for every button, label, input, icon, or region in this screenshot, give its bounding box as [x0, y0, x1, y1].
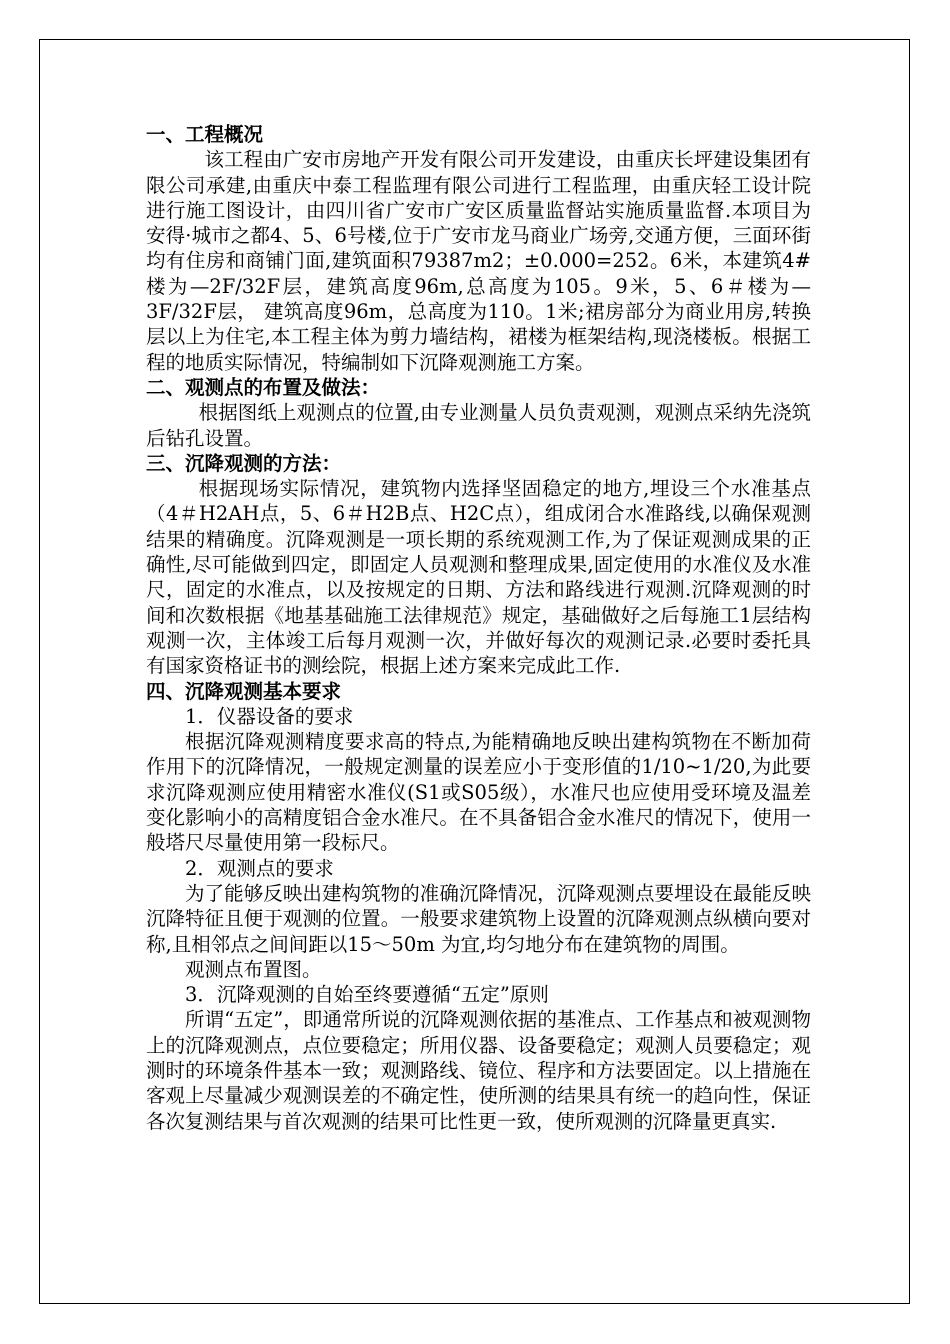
section-heading-overview: 一、工程概况: [146, 123, 264, 146]
subheading-instruments: 1．仪器设备的要求: [185, 704, 354, 728]
section-heading-method: 三、沉降观测的方法：: [146, 451, 342, 475]
subheading-observation-points: 2．观测点的要求: [185, 856, 334, 880]
subheading-five-fixed: 3．沉降观测的自始至终要遵循“五定”原则: [185, 983, 549, 1007]
paragraph-instruments: 根据沉降观测精度要求高的特点,为能精确地反映出建构筑物在不断加荷作用下的沉降情况，一般规定测量的误差应小于变形值的1/10~1/20,为此要求沉降观测应使用精密水准仪(S1或S05级），水准尺也应使用受环境及温差变化影响小的高精度铝合金水准尺。在不具备铝合金水准尺的情况下，使用一般塔尺尽量使用第一段标尺。: [146, 730, 811, 855]
section-heading-layout: 二、观测点的布置及做法：: [146, 375, 381, 399]
paragraph-five-fixed: 所谓“五定”，即通常所说的沉降观测依据的基准点、工作基点和被观测物上的沉降观测点，点位要稳定；所用仪器、设备要稳定；观测人员要稳定；观测时的环境条件基本一致；观测路线、镜位、程序和方法要固定。以上措施在客观上尽量减少观测误差的不确定性，使所测的结果具有统一的趋向性，保证各次复测结果与首次观测的结果可比性更一致，使所观测的沉降量更真实.: [146, 1008, 811, 1133]
paragraph-observation-points: 为了能够反映出建构筑物的准确沉降情况，沉降观测点要埋设在最能反映沉降特征且便于观测的位置。一般要求建筑物上设置的沉降观测点纵横向要对称,且相邻点之间间距以15～50m 为宜,均匀地分布在建筑物的周围。: [146, 881, 811, 956]
document-body: [146, 122, 811, 1134]
paragraph-point-layout-figure: 观测点布置图。: [185, 957, 322, 981]
section-heading-requirements: 四、沉降观测基本要求: [146, 679, 342, 703]
paragraph-method: 根据现场实际情况，建筑物内选择坚固稳定的地方,埋设三个水准基点（4＃H2AH点，5、6＃H2B点、H2C点），组成闭合水准路线,以确保观测结果的精确度。沉降观测是一项长期的系统观测工作,为了保证观测成果的正确性,尽可能做到四定，即固定人员观测和整理成果,固定使用的水准仪及水准尺，固定的水准点，以及按规定的日期、方法和路线进行观测.沉降观测的时间和次数根据《地基基础施工法律规范》规定，基础做好之后每施工1层结构观测一次，主体竣工后每月观测一次，并做好每次的观测记录.必要时委托具有国家资格证书的测绘院，根据上述方案来完成此工作.: [146, 477, 811, 678]
paragraph-overview: 该工程由广安市房地产开发有限公司开发建设，由重庆长坪建设集团有限公司承建,由重庆中泰工程监理有限公司进行工程监理，由重庆轻工设计院进行施工图设计，由四川省广安市广安区质量监督站实施质量监督.本项目为安得·城市之都4、5、6号楼,位于广安市龙马商业广场旁,交通方便，三面环街均有住房和商铺门面,建筑面积79387m2；±0.000=252。6米，本建筑4#楼为—2F/32F层，建筑高度96m,总高度为105。9米，5、6＃楼为—3F/32F层， 建筑高度96m，总高度为110。1米;裙房部分为商业用房,转换层以上为住宅,本工程主体为剪力墙结构，裙楼为框架结构,现浇楼板。根据工程的地质实际情况，特编制如下沉降观测施工方案。: [146, 148, 811, 374]
paragraph-layout: 根据图纸上观测点的位置,由专业测量人员负责观测，观测点采纳先浇筑后钻孔设置。: [146, 401, 811, 450]
